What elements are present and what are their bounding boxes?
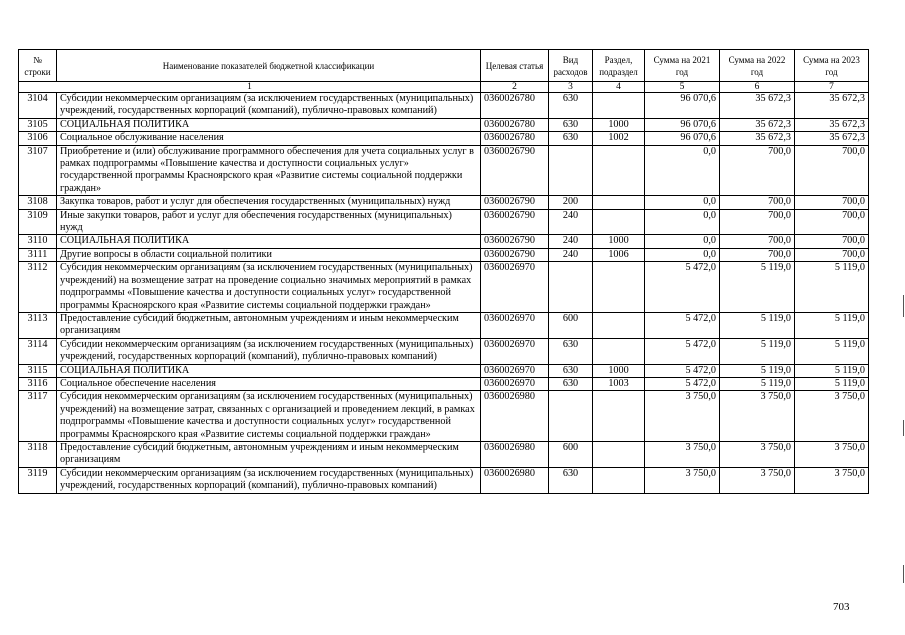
table-row — [19, 441, 869, 467]
row-name: Социальное обслуживание населения — [57, 132, 481, 145]
row-expense-type: 630 — [549, 364, 593, 377]
row-amount-2021: 96 070,6 — [645, 118, 720, 131]
row-number: 3105 — [19, 118, 57, 131]
table-row — [19, 132, 869, 145]
row-amount-2022: 700,0 — [720, 145, 795, 196]
row-amount-2021: 0,0 — [645, 248, 720, 261]
row-amount-2022: 3 750,0 — [720, 441, 795, 467]
header-2023: Сумма на 2023 год — [795, 50, 869, 82]
col-number: 1 — [19, 82, 481, 93]
scan-edge-mark — [903, 565, 904, 583]
row-amount-2021: 96 070,6 — [645, 132, 720, 145]
row-section: 1006 — [593, 248, 645, 261]
row-expense-type: 240 — [549, 248, 593, 261]
table-row — [19, 338, 869, 364]
row-amount-2023: 700,0 — [795, 196, 869, 209]
row-amount-2022: 35 672,3 — [720, 118, 795, 131]
table-row — [19, 196, 869, 209]
row-expense-type: 630 — [549, 93, 593, 119]
row-amount-2021: 5 472,0 — [645, 338, 720, 364]
row-amount-2021: 3 750,0 — [645, 467, 720, 493]
row-amount-2022: 35 672,3 — [720, 93, 795, 119]
row-number: 3109 — [19, 209, 57, 235]
row-target-code: 0360026780 — [481, 132, 549, 145]
row-amount-2021: 0,0 — [645, 196, 720, 209]
row-amount-2023: 3 750,0 — [795, 467, 869, 493]
row-amount-2022: 700,0 — [720, 248, 795, 261]
row-amount-2021: 5 472,0 — [645, 364, 720, 377]
row-name: Предоставление субсидий бюджетным, автономным учреждениям и иным некоммерческим организациям — [57, 441, 481, 467]
row-target-code: 0360026970 — [481, 364, 549, 377]
row-expense-type: 630 — [549, 338, 593, 364]
row-section: 1000 — [593, 364, 645, 377]
row-amount-2023: 35 672,3 — [795, 118, 869, 131]
row-name: СОЦИАЛЬНАЯ ПОЛИТИКА — [57, 364, 481, 377]
row-target-code: 0360026970 — [481, 312, 549, 338]
row-target-code: 0360026980 — [481, 391, 549, 442]
table-row — [19, 235, 869, 248]
row-amount-2021: 0,0 — [645, 235, 720, 248]
row-expense-type: 630 — [549, 118, 593, 131]
header-vid: Вид расходов — [549, 50, 593, 82]
row-number: 3114 — [19, 338, 57, 364]
row-amount-2022: 700,0 — [720, 196, 795, 209]
row-section: 1002 — [593, 132, 645, 145]
row-target-code: 0360026970 — [481, 338, 549, 364]
row-amount-2022: 35 672,3 — [720, 132, 795, 145]
row-amount-2022: 3 750,0 — [720, 391, 795, 442]
row-section — [593, 262, 645, 313]
row-expense-type: 630 — [549, 377, 593, 390]
row-target-code: 0360026980 — [481, 441, 549, 467]
row-amount-2021: 0,0 — [645, 145, 720, 196]
row-amount-2023: 35 672,3 — [795, 132, 869, 145]
row-target-code: 0360026780 — [481, 93, 549, 119]
row-name: Иные закупки товаров, работ и услуг для обеспечения государственных (муниципальных) нужд — [57, 209, 481, 235]
row-amount-2022: 5 119,0 — [720, 262, 795, 313]
row-expense-type: 600 — [549, 441, 593, 467]
row-expense-type — [549, 145, 593, 196]
row-amount-2023: 5 119,0 — [795, 364, 869, 377]
row-amount-2022: 5 119,0 — [720, 377, 795, 390]
col-number: 2 — [481, 82, 549, 93]
header-2022: Сумма на 2022 год — [720, 50, 795, 82]
row-section — [593, 196, 645, 209]
header-name: Наименование показателей бюджетной классификации — [57, 50, 481, 82]
row-section — [593, 145, 645, 196]
row-section — [593, 312, 645, 338]
row-amount-2021: 5 472,0 — [645, 377, 720, 390]
budget-table — [18, 49, 869, 494]
table-row — [19, 467, 869, 493]
row-expense-type: 630 — [549, 467, 593, 493]
table-row — [19, 209, 869, 235]
row-target-code: 0360026790 — [481, 235, 549, 248]
col-number: 4 — [593, 82, 645, 93]
row-number: 3118 — [19, 441, 57, 467]
row-amount-2021: 0,0 — [645, 209, 720, 235]
row-amount-2023: 700,0 — [795, 145, 869, 196]
row-number: 3112 — [19, 262, 57, 313]
row-target-code: 0360026790 — [481, 248, 549, 261]
header-code: Целевая статья — [481, 50, 549, 82]
row-section — [593, 391, 645, 442]
row-amount-2022: 700,0 — [720, 235, 795, 248]
row-number: 3104 — [19, 93, 57, 119]
table-row — [19, 377, 869, 390]
row-expense-type: 600 — [549, 312, 593, 338]
row-target-code: 0360026790 — [481, 209, 549, 235]
row-number: 3119 — [19, 467, 57, 493]
row-amount-2023: 5 119,0 — [795, 338, 869, 364]
row-number: 3115 — [19, 364, 57, 377]
row-amount-2021: 96 070,6 — [645, 93, 720, 119]
column-number-row — [19, 82, 869, 93]
row-number: 3110 — [19, 235, 57, 248]
row-amount-2021: 5 472,0 — [645, 312, 720, 338]
row-number: 3116 — [19, 377, 57, 390]
row-amount-2022: 3 750,0 — [720, 467, 795, 493]
header-2021: Сумма на 2021 год — [645, 50, 720, 82]
row-number: 3117 — [19, 391, 57, 442]
row-name: Субсидии некоммерческим организациям (за исключением государственных (муниципальных) учреждений, государственных корпораций (компаний), публично-правовых компаний) — [57, 338, 481, 364]
col-number: 5 — [645, 82, 720, 93]
table-row — [19, 364, 869, 377]
table-row — [19, 145, 869, 196]
table-row — [19, 118, 869, 131]
row-name: Субсидия некоммерческим организациям (за исключением государственных (муниципальных) учреждений) на возмещение затрат, связанных с организацией и проведением лекций, в рамках подпрограммы «Повышение качества и доступности социальных услуг» государственной программы Красноярского края «Развитие системы социальной поддержки граждан» — [57, 391, 481, 442]
row-expense-type — [549, 262, 593, 313]
row-number: 3106 — [19, 132, 57, 145]
row-expense-type — [549, 391, 593, 442]
col-number: 3 — [549, 82, 593, 93]
row-name: Закупка товаров, работ и услуг для обеспечения государственных (муниципальных) нужд — [57, 196, 481, 209]
row-name: Приобретение и (или) обслуживание программного обеспечения для учета социальных услуг в рамках подпрограммы «Повышение качества и доступности социальных услуг» государственной программы Красноярского края «Развитие системы социальной поддержки граждан» — [57, 145, 481, 196]
table-row — [19, 93, 869, 119]
row-amount-2023: 5 119,0 — [795, 377, 869, 390]
table-row — [19, 248, 869, 261]
row-target-code: 0360026790 — [481, 196, 549, 209]
row-name: Субсидия некоммерческим организациям (за исключением государственных (муниципальных) учреждений) на возмещение затрат на проведение социально значимых мероприятий в рамках подпрограммы «Повышение качества и доступности социальных услуг» государственной программы Красноярского края «Развитие системы социальной поддержки граждан» — [57, 262, 481, 313]
header-razdel: Раздел, подраздел — [593, 50, 645, 82]
scan-edge-mark — [903, 295, 904, 317]
row-amount-2023: 3 750,0 — [795, 391, 869, 442]
row-number: 3108 — [19, 196, 57, 209]
row-amount-2022: 700,0 — [720, 209, 795, 235]
row-name: Субсидии некоммерческим организациям (за исключением государственных (муниципальных) учреждений, государственных корпораций (компаний), публично-правовых компаний) — [57, 93, 481, 119]
row-section — [593, 338, 645, 364]
row-amount-2023: 35 672,3 — [795, 93, 869, 119]
row-amount-2023: 700,0 — [795, 235, 869, 248]
table-row — [19, 391, 869, 442]
col-number: 7 — [795, 82, 869, 93]
row-name: Социальное обеспечение населения — [57, 377, 481, 390]
row-name: Предоставление субсидий бюджетным, автономным учреждениям и иным некоммерческим организациям — [57, 312, 481, 338]
row-section — [593, 441, 645, 467]
row-amount-2023: 700,0 — [795, 248, 869, 261]
row-expense-type: 200 — [549, 196, 593, 209]
row-amount-2023: 3 750,0 — [795, 441, 869, 467]
row-amount-2022: 5 119,0 — [720, 312, 795, 338]
row-expense-type: 240 — [549, 209, 593, 235]
row-section: 1000 — [593, 118, 645, 131]
row-name: Субсидии некоммерческим организациям (за исключением государственных (муниципальных) учреждений, государственных корпораций (компаний), публично-правовых компаний) — [57, 467, 481, 493]
row-number: 3107 — [19, 145, 57, 196]
row-section: 1000 — [593, 235, 645, 248]
row-amount-2021: 3 750,0 — [645, 391, 720, 442]
row-section: 1003 — [593, 377, 645, 390]
page-number: 703 — [833, 601, 850, 613]
row-amount-2022: 5 119,0 — [720, 338, 795, 364]
row-name: Другие вопросы в области социальной политики — [57, 248, 481, 261]
header-row-no: № строки — [19, 50, 57, 82]
scan-edge-mark — [903, 420, 904, 436]
row-target-code: 0360026970 — [481, 377, 549, 390]
row-number: 3111 — [19, 248, 57, 261]
row-name: СОЦИАЛЬНАЯ ПОЛИТИКА — [57, 118, 481, 131]
col-number: 6 — [720, 82, 795, 93]
table-row — [19, 312, 869, 338]
row-section — [593, 209, 645, 235]
row-target-code: 0360026790 — [481, 145, 549, 196]
table-header-row — [19, 50, 869, 82]
row-amount-2022: 5 119,0 — [720, 364, 795, 377]
row-amount-2021: 5 472,0 — [645, 262, 720, 313]
row-amount-2023: 5 119,0 — [795, 262, 869, 313]
row-target-code: 0360026970 — [481, 262, 549, 313]
row-amount-2023: 5 119,0 — [795, 312, 869, 338]
row-target-code: 0360026780 — [481, 118, 549, 131]
row-section — [593, 467, 645, 493]
row-section — [593, 93, 645, 119]
table-row — [19, 262, 869, 313]
row-amount-2021: 3 750,0 — [645, 441, 720, 467]
row-expense-type: 240 — [549, 235, 593, 248]
row-target-code: 0360026980 — [481, 467, 549, 493]
row-number: 3113 — [19, 312, 57, 338]
row-amount-2023: 700,0 — [795, 209, 869, 235]
row-expense-type: 630 — [549, 132, 593, 145]
row-name: СОЦИАЛЬНАЯ ПОЛИТИКА — [57, 235, 481, 248]
